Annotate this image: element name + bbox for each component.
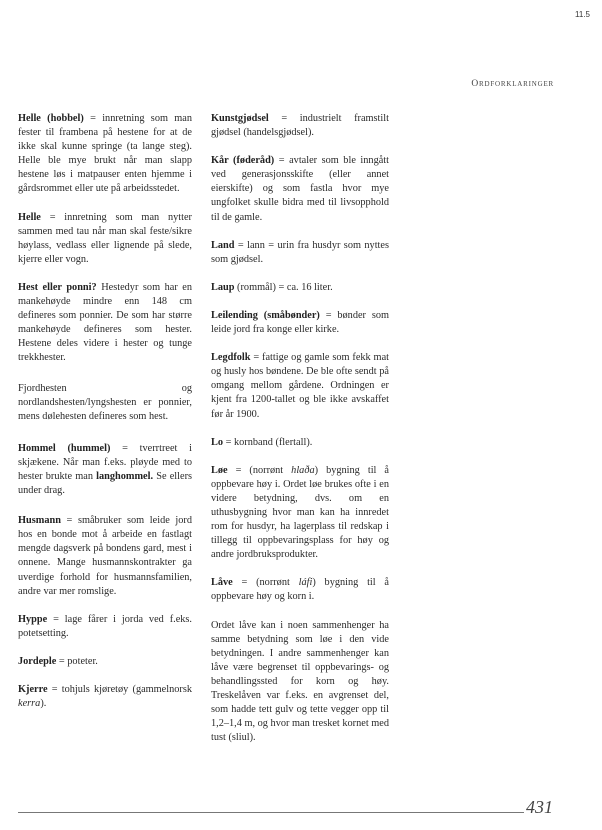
entry-term: Hyppe (18, 613, 48, 625)
entry-text: = innretning som man nytter sammen med tau når man skal feste/sikre høylass, vedlass eller lignende på slede, kjerre eller vogn. (18, 211, 192, 265)
glossary-entry (211, 576, 389, 604)
entry-text: = kornband (flertall). (223, 436, 313, 448)
entry-text: = fattige og gamle som fekk mat og husly hos bøndene. De ble ofte sendt på omgang mellom gårdene. Ordningen er kjent fra 1200-tallet og ble ikke avskaffet før år 1900. (211, 352, 389, 420)
glossary-entry (18, 514, 192, 599)
entry-text: = lann = urin fra husdyr som nyttes som gjødsel. (211, 239, 389, 265)
entry-term: Løe (211, 464, 228, 476)
entry-term: Husmann (18, 515, 61, 527)
glossary-paragraph (18, 382, 192, 424)
glossary-entry (211, 309, 389, 337)
entry-term: Kjerre (18, 684, 48, 695)
entry-term: Låve (211, 577, 233, 589)
entry-text: ) bygning til å oppbevare høy og korn i. (211, 577, 389, 603)
glossary-entry (211, 464, 389, 563)
entry-text: = lage fårer i jorda ved f.eks. potetsetting. (18, 613, 192, 639)
glossary-entry (18, 211, 192, 267)
entry-text: ). (40, 698, 47, 710)
entry-text: = innretning som man fester til frambena på hestene for at de ikke skal kunne springe (ta lange steg). Helle ble mye brukt når man slapp hestene løs i matpauser enten hjemme i gårdsrommet eller ute på arbeidsstedet. (18, 113, 192, 195)
entry-text: = avtaler som ble inngått ved generasjonsskifte (eller annet eierskifte) og som fastla hvor mye ungfolket skulle bidra med til livsopphold til de gamle. (211, 155, 390, 223)
entry-text: = (norrønt (227, 464, 292, 476)
entry-text: = poteter. (56, 655, 98, 667)
entry-text: = tohjuls kjøretøy (gammelnorsk (47, 684, 192, 695)
glossary-entry (211, 239, 389, 267)
entry-term: Legdfolk (211, 352, 251, 364)
entry-text: Hestedyr som har en mankehøyde mindre enn 148 cm defineres som ponnier. De som har større mankehøyde defineres som hester. Hestene deles videre i hester og tunge trekkhester. (18, 281, 193, 364)
glossary-entry (211, 436, 389, 450)
entry-text: Fjordhesten og nordlandshesten/lyngshesten er ponnier, mens dølehesten defineres som hest. (18, 382, 192, 422)
entry-italic: kerra (18, 698, 41, 710)
entry-term: Kår (føderåd) (211, 155, 275, 167)
entry-text: = småbruker som leide jord hos en bonde mot å arbeide en fastlagt mengde dagsverk på bondens gard, mest i onnene. Mange husmannskontrakter ga uverdige forhold for husmannsfamilien, andre var mer romslige. (18, 515, 192, 597)
glossary-entry (18, 683, 192, 711)
corner-mark: 11.5 (575, 10, 590, 19)
entry-italic: láfi (298, 577, 313, 589)
glossary-entry (18, 442, 192, 498)
entry-term: Kunstgjødsel (211, 113, 269, 124)
entry-text: = tverrtreet i skjækene. Når man f.eks. pløyde med to hester brukte man (18, 442, 193, 482)
entry-term: Hest eller ponni? (18, 281, 97, 293)
glossary-entry (211, 154, 389, 224)
left-column (18, 112, 192, 725)
glossary-entry (211, 351, 389, 421)
entry-term: Land (211, 239, 235, 251)
entry-term: Lo (211, 436, 224, 448)
entry-term-inline: langhommel. (96, 470, 154, 482)
entry-text: (rommål) = ca. 16 liter. (234, 281, 333, 293)
right-column (211, 112, 389, 759)
entry-text: Ordet låve kan i noen sammenhenger ha samme betydning som løe i den vide betydningen. I andre sammenhenger kan låve være begrenset til oppbevarings- og behandlingssted for korn og høy. Treskelåven var f.eks. en avgrenset del, som hadde tett gulv og tette vegger opp til 1,2–1,4 m, og hvor man tresket kornet med tust (sliul). (211, 619, 389, 744)
entry-text: = industrielt framstilt gjødsel (handelsgjødsel). (211, 113, 389, 139)
entry-term: Hommel (hummel) (18, 442, 111, 454)
entry-text: = (norrønt (232, 577, 299, 589)
entry-text: ) bygning til å oppbevare høy i. Ordet løe brukes ofte i en videre betydning, dvs. om en uthusbygning hvor man kan ha innredet rom for husdyr, ha lagerplass til redskap i tillegg til oppbevaringsplass for høy og andre jordbruksprodukter. (211, 464, 389, 561)
glossary-entry (18, 112, 192, 197)
entry-term: Helle (18, 211, 41, 223)
section-header: Ordforklaringer (471, 79, 554, 89)
entry-term: Jordeple (18, 655, 57, 667)
glossary-entry (211, 112, 389, 140)
glossary-paragraph (211, 619, 389, 746)
entry-text: Se ellers under drag. (18, 470, 192, 497)
entry-italic: hlaða (291, 464, 315, 476)
entry-term: Helle (hobbel) (18, 113, 84, 124)
footer-rule (18, 812, 524, 813)
glossary-entry (18, 613, 192, 641)
entry-term: Leilending (småbønder) (211, 309, 320, 321)
page-number: 431 (526, 797, 553, 817)
entry-text: = bønder som leide jord fra konge eller kirke. (211, 309, 389, 336)
glossary-entry (211, 281, 389, 295)
entry-term: Laup (211, 281, 235, 293)
glossary-entry (18, 281, 192, 366)
glossary-entry (18, 655, 192, 669)
